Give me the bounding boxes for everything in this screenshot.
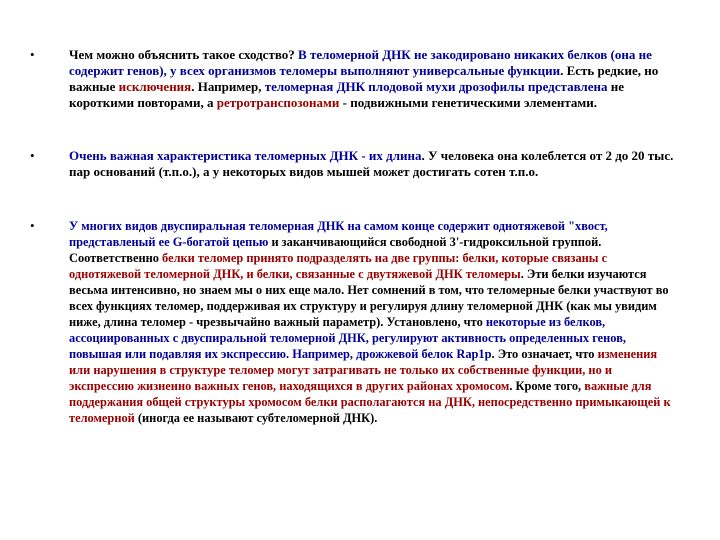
bullet-dot: • — [30, 218, 35, 233]
text-segment: исключения — [118, 79, 192, 94]
text-segment: изменения или нарушения в структуре теломер могут затрагивать не только их собственные функции, но и экспрессию жизненно важных генов, находящихся в других районах хромосом — [69, 347, 658, 393]
text-segment: некоторые из белков, ассоциированных с двуспиральной теломерной ДНК, регулируют активность определенных генов, повышая или подавляя их экспрессию — [69, 315, 626, 361]
text-segment: . Эти белки изучаются весьма интенсивно, но знаем мы о них еще мало. Нет сомнений в том, что теломерные белки участвуют во всех функциях теломер, поддерживая их структуру и регулируя длину теломерной ДНК (как мы увидим ниже, длина теломер - чрезвычайно важный параметр). Установлено, что — [69, 267, 669, 329]
text-segment: важные для поддержания общей структуры хромосом белки располагаются на ДНК, непосредственно примыкающей к теломерной — [69, 379, 671, 425]
text-segment: . Это означает, что — [491, 347, 598, 361]
text-segment: Чем можно объяснить такое сходство? — [69, 47, 299, 62]
bullet-item-2 — [30, 148, 680, 180]
text-segment: Очень важная характеристика теломерных ДНК - их длина — [69, 148, 422, 163]
text-segment: - подвижными генетическими элементами. — [339, 95, 598, 110]
bullet-text-2 — [69, 148, 680, 180]
text-segment: и заканчивающийся свободной 3'-гидроксильной группой. Соответственно — [69, 235, 602, 265]
text-segment: (иногда ее называют субтеломерной ДНК). — [134, 411, 378, 425]
text-segment: В теломерной ДНК не закодировано никаких белков (она не содержит генов), у всех организмов теломеры выполняют универсальные функции — [69, 47, 652, 78]
bullet-text-1 — [69, 47, 680, 111]
text-segment: . Есть редкие, но важные — [69, 63, 659, 94]
bullet-item-3 — [30, 218, 680, 426]
text-segment: . Например, — [191, 79, 265, 94]
text-segment: теломерная ДНК плодовой мухи дрозофилы представлена — [264, 79, 608, 94]
text-segment: У многих видов двуспиральная теломерная ДНК на самом конце содержит однотяжевой "хвост, представленый ее G-богатой цепью — [69, 219, 608, 249]
text-segment: . Например, дрожжевой белок Rap1p — [286, 347, 492, 361]
bullet-item-1 — [30, 47, 680, 111]
text-segment: . У человека она колеблется от 2 до 20 тыс. пар оснований (т.п.о.), а у некоторых видов мышей может достигать сотен т.п.о. — [69, 148, 674, 179]
text-segment: белки теломер принято подразделять на две группы: белки, которые связаны с однотяжевой теломерной ДНК, и белки, связанные с двутяжевой ДНК теломеры — [69, 251, 608, 281]
text-segment: . Кроме того, — [509, 379, 585, 393]
bullet-dot: • — [30, 148, 35, 163]
bullet-text-3 — [69, 218, 680, 426]
bullet-dot: • — [30, 47, 35, 62]
text-segment: ретротранспозонами — [216, 95, 340, 110]
text-segment: не короткими повторами, а — [69, 79, 624, 110]
